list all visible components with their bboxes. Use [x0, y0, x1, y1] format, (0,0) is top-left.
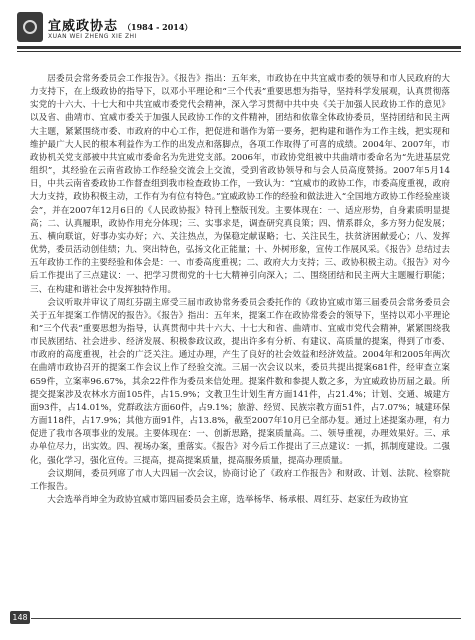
- header-rule-thin: [17, 51, 461, 52]
- header-rule-thick: [17, 46, 461, 49]
- page-number: 148: [10, 611, 30, 624]
- page-header: [17, 12, 461, 62]
- book-title: [48, 15, 192, 34]
- paragraph-work-report: 居委员会常务委员会工作报告》。《报告》指出：五年来，市政协在中共宜威市委的领导和市人民政府的大力支持下，在上级政协的指导下，以邓小平理论和“三个代表”重要思想为指导，坚持科学发展观，认真贯彻落实党的十六大、十七大和中共宜威市委党代会精神，深入学习贯彻中共中央《关于加强人民政协工作的意见》以及省、曲靖市、宜威市委关于加强人民政协工作的文件精神，团结和依靠全体政协委员，坚持团结和民主两大主题，紧紧围绕市委、市政府的中心工作，把促进和谐作为第一要务，把构建和谐作为工作主线，把实现和维护最广大人民的根本利益作为工作的出发点和落脚点，各项工作取得了可喜的成绩。2004年、2007年，市政协机关党支部被中共宜威市委命名为先进党支部。2006年，市政协党组被中共曲靖市委命名为“先进基层党组织”，其经验在云南省政协工作经验交流会上交流，受到省政协领导和与会人员高度赞扬。2007年5月14日，中共云南省委政协工作督查组到我市检查政协工作，一致认为：“宜威市的政协工作，市委高度重视，政府大力支持，政协积极主动，工作有为有位有特色。”宜威政协工作的经验和做法进入“全国地方政协工作经验座谈会”，并在2007年12月6日的《人民政协报》特刊上整版刊发。主要体现在：一、适应形势，自身素质明显提高；二、认真履职，政协作用充分体现；三、实事求是，调查研究真良策；四、情系群众，多方努力促发展；五、横向联谊，好事办实办好；六、关注热点，为保稳定献谋略；七、关注民生，扶贫济困献爱心；八、发挥优势，委员活动创佳绩；九、突出特色，弘扬文化正能量；十、外树形象，宣传工作展风采。《报告》总结过去五年政协工作的主要经验和体会是：一、市委高度重视；二、政府大力支持；三、政协积极主动。《报告》对今后工作提出了三点建议：一、把学习贯彻党的十七大精神引向深入；二、围绕团结和民主两大主题履行职能；三、在构建和谐社会中发挥独特作用。: [30, 74, 450, 295]
- paragraph-election: 大会选举肖坤全为政协宜威市第四届委员会主席，选举杨华、杨承根、周红芬、赵家任为政协宜: [47, 495, 409, 505]
- footer-rule: [31, 618, 461, 619]
- paragraph-attendance: 会议期间，委员列席了市人大四届一次会议，协商讨论了《政府工作报告》和财政、计划、法院、检察院工作报告。: [30, 468, 450, 492]
- emblem-logo: [17, 12, 43, 42]
- book-title-text: 宜威政协志: [48, 19, 119, 34]
- paragraph-proposal-report: 会议听取并审议了周红芬副主席受三届市政协常务委员会委托作的《政协宜威市第三届委员会常务委员会关于五年提案工作情况的报告》。《报告》指出：五年来，提案工作在政协常委会的领导下，坚持以邓小平理论和“三个代表”重要思想为指导，认真贯彻中共十六大、十七大和省、曲靖市、宜威市党代会精神，紧紧围绕我市民族团结、社会进步、经济发展、积极参政议政，提出许多有分析、有建议、高质量的提案，得到了市委、市政府的高度重视，社会的广泛关注。通过办理，产生了良好的社会效益和经济效益。2004年和2005年两次在曲靖市政协召开的提案工作会议上作了经验交流。三届一次会议以来，委员共提出提案681件，经审查立案659件，立案率96.67%，其余22件作为委员来信处理。提案件数和参提人数之多，为宜威政协历届之最。所提交提案涉及农林水方面105件，占15.9%；文教卫生计划生育方面141件，占21.4%；计划、交通、城建方面93件，占14.01%，党群政法方面60件，占9.1%；旅游、经贸、民族宗教方面51件，占7.07%；城建环保方面118件，占17.9%；其他方面91件，占13.8%，截至2007年10月已全部办复。通过上述提案办理，有力促进了我市各项事业的发展。主要体现在：一、创新思路，提案质量高。二、领导重视，办理效果好。三、承办单位尽力，出实效。四、视场办案，重落实。《报告》对今后工作提出了三点建议：一抓，抓制度建设。二强化，强化学习，强化宣传。三提高，提高提案质量，提高服务质量，提高办理质量。: [30, 297, 450, 466]
- book-years: （1984 - 2014）: [123, 22, 193, 32]
- book-title-pinyin: XUAN WEI ZHENG XIE ZHI: [48, 33, 137, 40]
- body-text: [30, 73, 450, 605]
